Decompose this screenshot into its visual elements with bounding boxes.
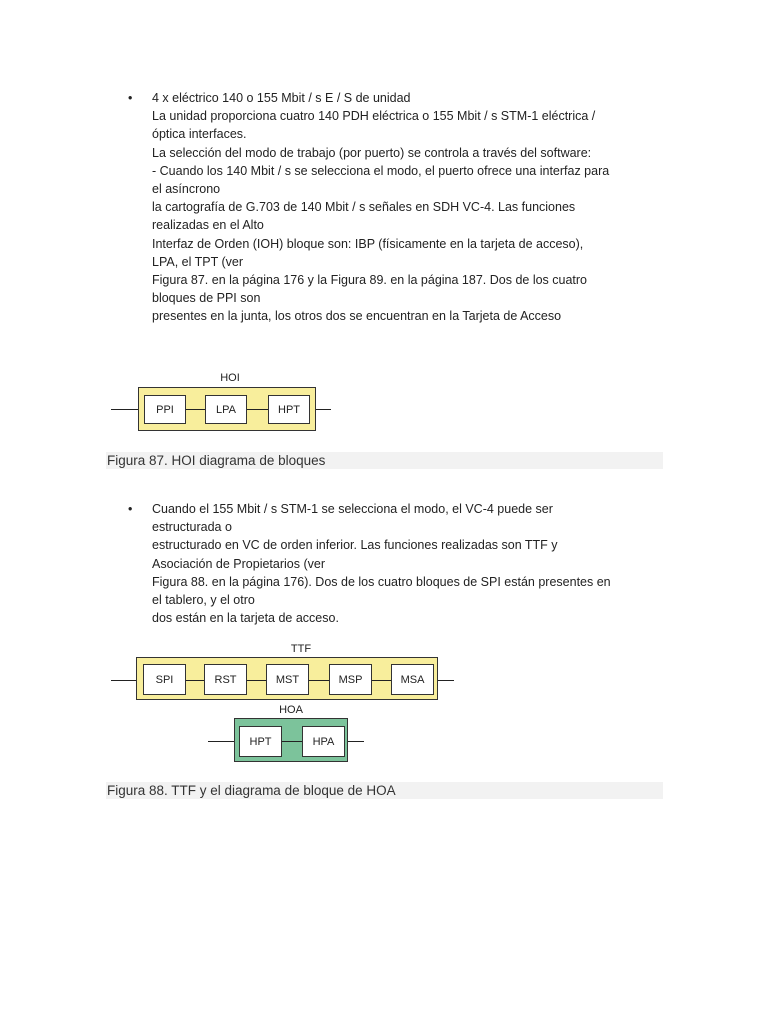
ttf-block-msa: MSA — [391, 664, 434, 695]
text-line: el tablero, y el otro — [152, 593, 255, 608]
hoi-block-lpa: LPA — [205, 395, 247, 424]
text-line: estructurada o — [152, 520, 232, 535]
text-line: bloques de PPI son — [152, 291, 261, 306]
bullet-marker: • — [128, 502, 133, 516]
hoi-wire-right — [314, 409, 331, 410]
text-line: el asíncrono — [152, 182, 221, 197]
figure87-caption: Figura 87. HOI diagrama de bloques — [106, 452, 663, 469]
hoa-frame-label: HOA — [279, 704, 303, 716]
hoi-frame-label: HOI — [220, 372, 240, 384]
ttf-frame-label: TTF — [290, 643, 312, 655]
hoa-block-hpt: HPT — [239, 726, 282, 757]
text-line: óptica interfaces. — [152, 127, 247, 142]
hoa-block-hpa: HPA — [302, 726, 345, 757]
text-line: dos están en la tarjeta de acceso. — [152, 611, 339, 626]
ttf-block-spi: SPI — [143, 664, 186, 695]
text-line: Cuando el 155 Mbit / s STM-1 se selecciona el modo, el VC-4 puede ser — [152, 502, 553, 516]
text-line: LPA, el TPT (ver — [152, 254, 244, 269]
ttf-block-rst: RST — [204, 664, 247, 695]
text-line: Asociación de Propietarios (ver — [152, 556, 325, 571]
figure88-caption: Figura 88. TTF y el diagrama de bloque de HOA — [106, 782, 663, 799]
text-line: estructurado en VC de orden inferior. Las funciones realizadas son TTF y — [152, 538, 558, 553]
text-line: 4 x eléctrico 140 o 155 Mbit / s E / S de unidad — [152, 91, 411, 105]
hoi-block-ppi: PPI — [144, 395, 186, 424]
text-line: la cartografía de G.703 de 140 Mbit / s señales en SDH VC-4. Las funciones — [152, 200, 576, 215]
hoa-wire-inner — [282, 741, 302, 742]
text-line: realizadas en el Alto — [152, 218, 264, 233]
ttf-wire-right — [436, 680, 454, 681]
text-line: presentes en la junta, los otros dos se encuentran en la Tarjeta de Acceso — [152, 309, 562, 324]
bullet-marker: • — [128, 91, 133, 105]
ttf-block-msp: MSP — [329, 664, 372, 695]
text-line: La selección del modo de trabajo (por puerto) se controla a través del software: — [152, 145, 592, 160]
text-line: La unidad proporciona cuatro 140 PDH eléctrica o 155 Mbit / s STM-1 eléctrica / — [152, 109, 596, 124]
text-line: Interfaz de Orden (IOH) bloque son: IBP (físicamente en la tarjeta de acceso), — [152, 236, 584, 251]
text-line: Figura 87. en la página 176 y la Figura 89. en la página 187. Dos de los cuatro — [152, 273, 588, 288]
ttf-block-mst: MST — [266, 664, 309, 695]
text-line: - Cuando los 140 Mbit / s se selecciona el modo, el puerto ofrece una interfaz para — [152, 163, 610, 178]
text-line: Figura 88. en la página 176). Dos de los cuatro bloques de SPI están presentes en — [152, 574, 611, 589]
hoi-block-hpt: HPT — [268, 395, 310, 424]
